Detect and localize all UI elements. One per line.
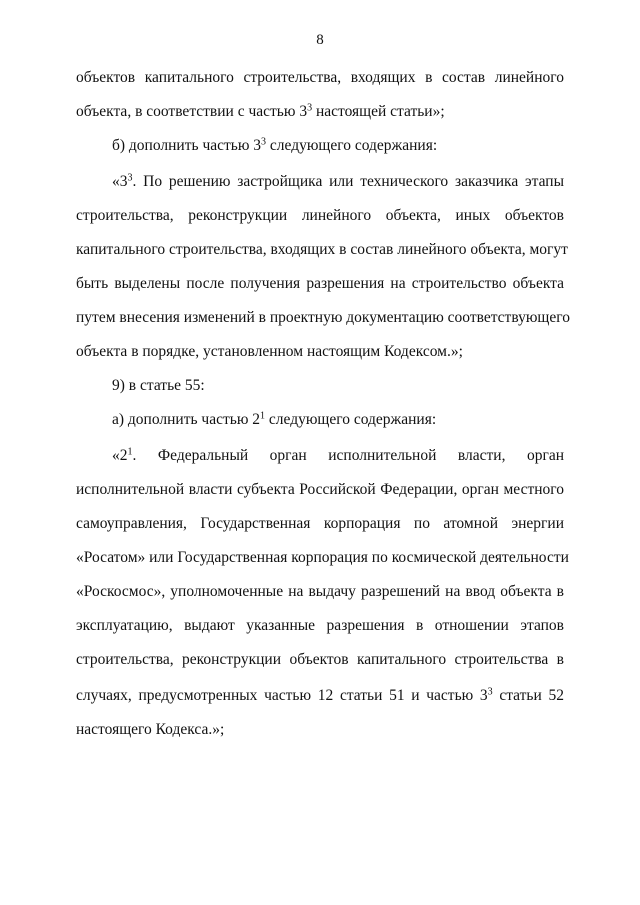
paragraph-3-line-1-tail: . По решению застройщика или технического заказчика этапы <box>132 173 564 190</box>
paragraph-2-text: б) дополнить частью 3 <box>112 137 262 154</box>
paragraph-1-line-2-text: объекта, в соответствии с частью 3 <box>76 103 308 120</box>
paragraph-5 <box>112 410 564 430</box>
paragraph-6-line-1 <box>112 446 564 466</box>
paragraph-1-line-2-tail: настоящей статьи»; <box>312 103 445 120</box>
paragraph-6-line-1-tail: . Федеральный орган исполнительной власти, орган <box>132 447 564 464</box>
paragraph-3-line-5: путем внесения изменений в проектную документацию соответствующего <box>76 309 570 326</box>
paragraph-2-tail: следующего содержания: <box>266 137 438 154</box>
paragraph-1-line-2 <box>76 102 564 122</box>
paragraph-3-line-6: объекта в порядке, установленном настоящим Кодексом.»; <box>76 343 463 360</box>
paragraph-3-line-1 <box>112 172 564 192</box>
paragraph-3-line-2: строительства, реконструкции линейного объекта, иных объектов <box>76 207 564 224</box>
superscript: 3 <box>307 102 313 114</box>
paragraph-6-line-2: исполнительной власти субъекта Российской Федерации, орган местного <box>76 481 564 498</box>
paragraph-4: 9) в статье 55: <box>112 377 205 394</box>
paragraph-6-line-6: эксплуатацию, выдают указанные разрешения в отношении этапов <box>76 617 564 634</box>
paragraph-1-line-1: объектов капитального строительства, входящих в состав линейного <box>76 69 564 86</box>
paragraph-6-line-8-text: случаях, предусмотренных частью 12 статьи 51 и частью 3 <box>76 687 488 704</box>
superscript: 1 <box>260 410 266 422</box>
paragraph-5-tail: следующего содержания: <box>265 411 437 428</box>
paragraph-3-line-1-text: «3 <box>112 173 128 190</box>
superscript: 3 <box>487 686 493 698</box>
paragraph-6-line-7: строительства, реконструкции объектов капитального строительства в <box>76 651 564 668</box>
paragraph-3-line-4: быть выделены после получения разрешения на строительство объекта <box>76 275 564 292</box>
paragraph-6-line-4: «Росатом» или Государственная корпорация по космической деятельности <box>76 549 569 566</box>
paragraph-3-line-3: капитального строительства, входящих в состав линейного объекта, могут <box>76 241 568 258</box>
paragraph-2 <box>112 136 564 156</box>
superscript: 3 <box>127 172 133 184</box>
paragraph-6-line-9: настоящего Кодекса.»; <box>76 721 225 738</box>
paragraph-6-line-8 <box>76 686 564 706</box>
paragraph-6-line-8-tail: статьи 52 <box>492 687 564 704</box>
paragraph-6-line-3: самоуправления, Государственная корпорация по атомной энергии <box>76 515 564 532</box>
page-number: 8 <box>316 32 324 48</box>
superscript: 1 <box>127 446 133 458</box>
paragraph-6-line-5: «Роскосмос», уполномоченные на выдачу разрешений на ввод объекта в <box>76 583 564 600</box>
paragraph-5-text: а) дополнить частью 2 <box>112 411 261 428</box>
paragraph-6-line-1-text: «2 <box>112 447 128 464</box>
superscript: 3 <box>261 136 267 148</box>
